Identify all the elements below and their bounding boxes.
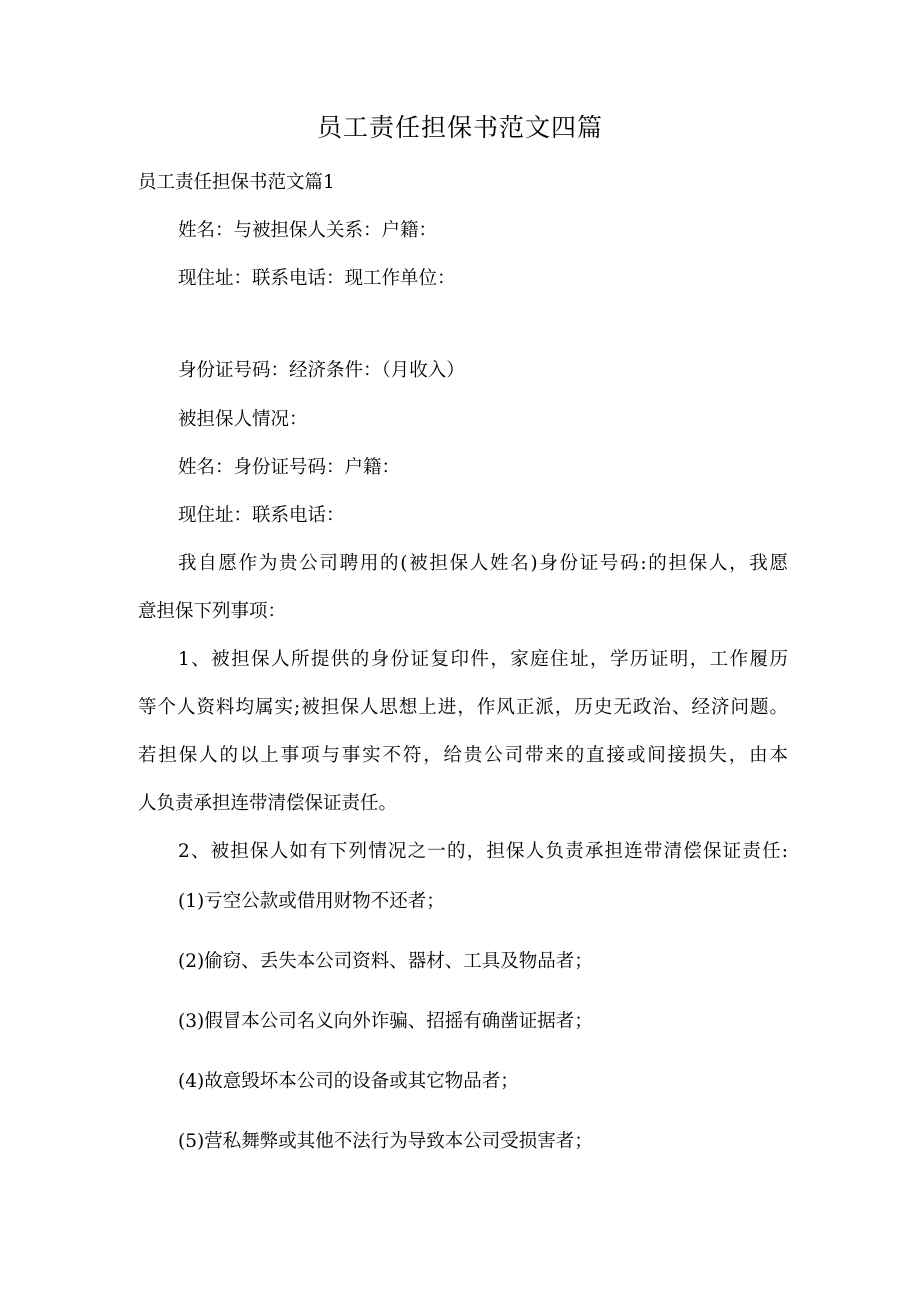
- guaranteed-name-line: 姓名：身份证号码：户籍：: [178, 457, 401, 478]
- guarantor-address-line: 现住址：联系电话：现工作单位：: [178, 268, 456, 289]
- guarantor-name-line: 姓名：与被担保人关系：户籍：: [178, 220, 438, 241]
- clause-1-line-1: 1、被担保人所提供的身份证复印件，家庭住址，学历证明，工作履历: [178, 649, 788, 670]
- guaranteed-address-line: 现住址：联系电话：: [178, 505, 345, 526]
- clause-2-item-2: (2)偷窃、丢失本公司资料、器材、工具及物品者；: [178, 951, 593, 972]
- clause-2-item-1: (1)亏空公款或借用财物不还者；: [178, 891, 445, 912]
- clause-1-line-4: 人负责承担连带清偿保证责任。: [138, 793, 398, 814]
- section-heading: 员工责任担保书范文篇1: [138, 172, 335, 193]
- clause-1-line-3: 若担保人的以上事项与事实不符，给贵公司带来的直接或间接损失，由本: [138, 745, 788, 766]
- clause-2-line: 2、被担保人如有下列情况之一的，担保人负责承担连带清偿保证责任:: [178, 841, 788, 862]
- clause-2-item-4: (4)故意毁坏本公司的设备或其它物品者；: [178, 1071, 519, 1092]
- clause-2-item-5: (5)营私舞弊或其他不法行为导致本公司受损害者；: [178, 1131, 593, 1152]
- statement-line-2: 意担保下列事项：: [138, 601, 287, 622]
- guaranteed-person-heading: 被担保人情况：: [178, 409, 308, 430]
- clause-2-item-3: (3)假冒本公司名义向外诈骗、招摇有确凿证据者；: [178, 1011, 593, 1032]
- statement-line-1: 我自愿作为贵公司聘用的(被担保人姓名)身份证号码:的担保人，我愿: [178, 553, 788, 574]
- guarantor-id-line: 身份证号码：经济条件：（月收入）: [178, 360, 465, 381]
- clause-1-line-2: 等个人资料均属实;被担保人思想上进，作风正派，历史无政治、经济问题。: [138, 697, 788, 718]
- document-title: 员工责任担保书范文四篇: [316, 113, 603, 142]
